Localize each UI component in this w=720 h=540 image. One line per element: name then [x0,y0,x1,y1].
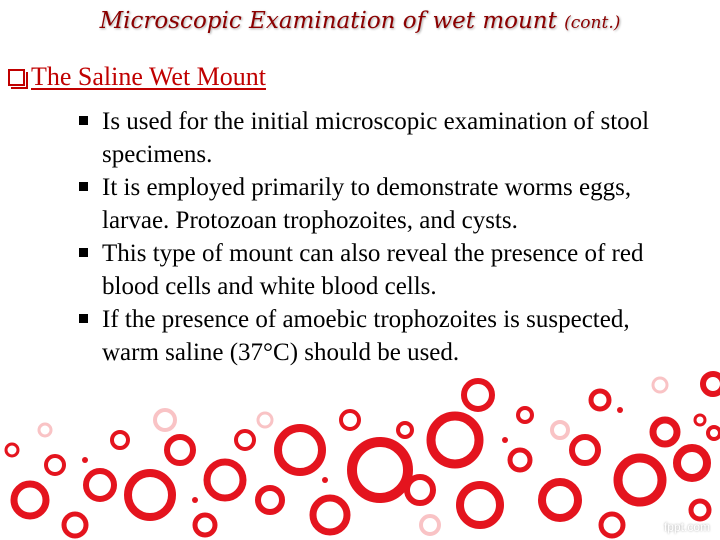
deco-circle [601,514,623,536]
deco-dot [192,497,198,503]
deco-circle [708,427,720,439]
deco-circle [258,488,282,512]
section-heading [8,62,266,92]
square-bullet-icon [79,248,88,257]
deco-circle [46,456,64,474]
deco-circle [86,471,114,499]
deco-circle [64,514,86,536]
list-item [76,105,691,171]
deco-dot [322,477,328,483]
deco-circle [341,411,359,429]
deco-circle [552,422,568,438]
deco-circle [313,498,347,532]
list-item [76,171,691,237]
deco-dot [82,457,88,463]
deco-circle [14,484,46,516]
square-bullet-icon [79,116,88,125]
square-bullet-icon [79,314,88,323]
bullet-text: This type of mount can also reveal the presence of red blood cells and white blood cells. [102,240,644,300]
list-item [76,237,691,303]
deco-circle [572,437,598,463]
deco-circle [128,473,172,517]
deco-circle [236,431,254,449]
deco-dot [502,437,508,443]
deco-circle [591,391,609,409]
deco-circle [464,381,492,409]
bullet-text: Is used for the initial microscopic examination of stool specimens. [102,108,650,168]
deco-circle [653,420,677,444]
deco-dot [617,407,623,413]
deco-circle [510,450,530,470]
deco-circle [278,428,322,472]
deco-circle [542,482,578,518]
deco-circle [653,378,667,392]
deco-circle [39,424,51,436]
deco-circle [195,515,215,535]
deco-circle [421,516,439,534]
deco-circle [398,423,412,437]
deco-circle [155,410,175,430]
slide-title-main: Microscopic Examination of wet mount [99,8,557,34]
deco-circle [112,432,128,448]
bullet-text: It is employed primarily to demonstrate worms eggs, larvae. Protozoan trophozoites, and cysts. [102,174,632,234]
slide-title-suffix: (cont.) [564,13,621,33]
deco-circle [460,485,500,525]
brand-watermark: fppt.com [663,520,710,534]
deco-circle [518,408,532,422]
deco-circle [677,448,707,478]
slide-title [0,8,720,34]
bullet-list [76,105,691,369]
deco-circle [6,444,18,456]
deco-circle [618,458,662,502]
deco-circle [352,442,408,498]
deco-circle [431,416,479,464]
square-bullet-icon [79,182,88,191]
deco-circle [695,415,705,425]
deco-circle [167,437,193,463]
deco-circle [207,462,243,498]
deco-circle [691,501,709,519]
checkbox-bullet-icon [8,69,25,86]
list-item [76,303,691,369]
deco-circle [258,413,272,427]
deco-circle [703,374,720,394]
section-heading-text: The Saline Wet Mount [31,62,267,91]
bullet-text: If the presence of amoebic trophozoites is suspected, warm saline (37°C) should be used. [102,306,630,366]
